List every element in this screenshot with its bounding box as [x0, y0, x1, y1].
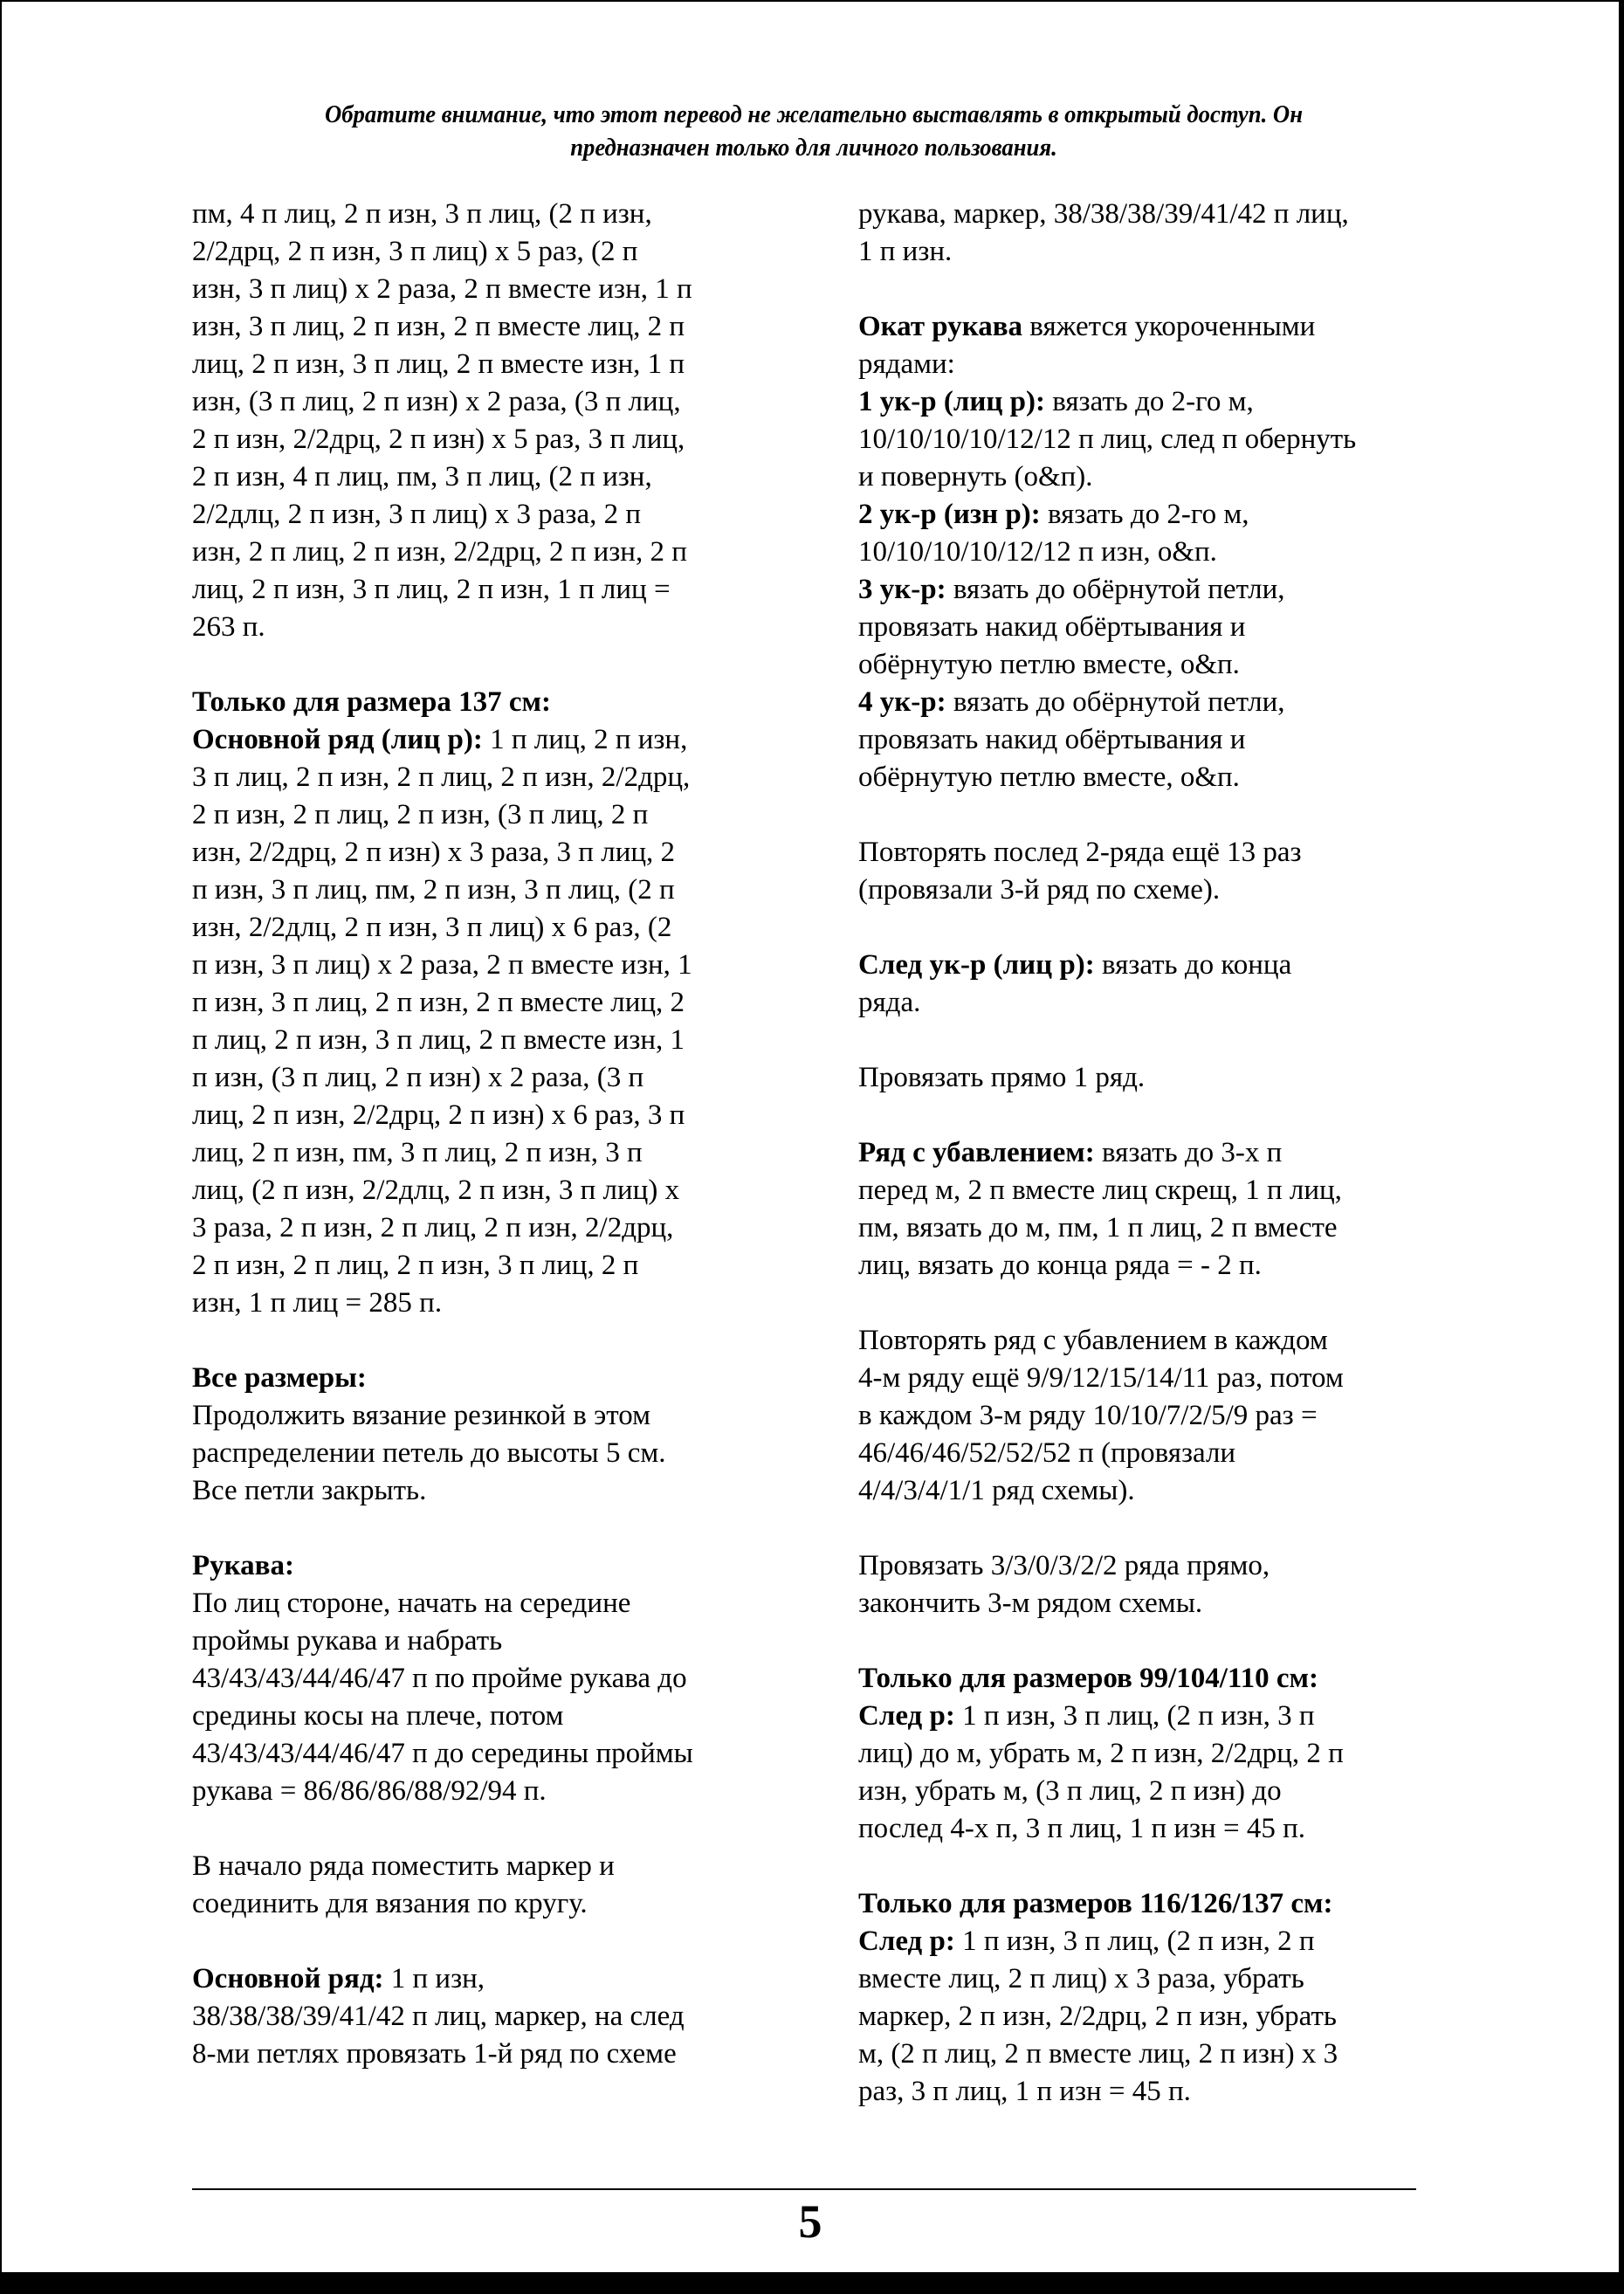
- paragraph-gap: [858, 1848, 1469, 1885]
- text-line: изн, 1 п лиц = 285 п.: [192, 1287, 443, 1319]
- text-line: лиц, 2 п изн, пм, 3 п лиц, 2 п изн, 3 п: [192, 1137, 643, 1168]
- text-line: лиц, (2 п изн, 2/2длц, 2 п изн, 3 п лиц) х: [192, 1175, 680, 1206]
- text-line: провязать накид обёртывания и: [858, 724, 1246, 755]
- text-line: 1 п изн.: [858, 236, 953, 267]
- text-line: (провязали 3-й ряд по схеме).: [858, 874, 1221, 906]
- text-line: обёрнутую петлю вместе, о&п.: [858, 649, 1240, 680]
- text-line: лиц, 2 п изн, 2/2дрц, 2 п изн) х 6 раз, 3 п: [192, 1099, 685, 1131]
- straight-row-line: Провязать прямо 1 ряд.: [858, 1062, 1146, 1093]
- paragraph-gap: [192, 1810, 803, 1848]
- text-line: [858, 496, 1469, 534]
- text-line: рукава = 86/86/86/88/92/94 п.: [192, 1775, 547, 1807]
- row-label: След р:: [858, 1925, 955, 1957]
- main-row-paragraph: [192, 1960, 803, 2073]
- text-line: пм, вязать до м, пм, 1 п лиц, 2 п вместе: [858, 1212, 1338, 1243]
- back-continuation-paragraph: [192, 196, 803, 646]
- text-line: послед 4-х п, 3 п лиц, 1 п изн = 45 п.: [858, 1813, 1305, 1844]
- text-line: По лиц стороне, начать на середине: [192, 1588, 631, 1619]
- text-line: [858, 1698, 1469, 1735]
- row-label: 3 ук-р:: [858, 574, 946, 605]
- text-line: вместе лиц, 2 п лиц) х 3 раза, убрать: [858, 1963, 1304, 1994]
- sleeve-cap-section: [858, 308, 1469, 796]
- text-line: В начало ряда поместить маркер и: [192, 1850, 615, 1882]
- sleeves-section: [192, 1547, 803, 1810]
- text-line: п лиц, 2 п изн, 3 п лиц, 2 п вместе изн, 1: [192, 1024, 685, 1056]
- knit-straight-paragraph: [858, 1547, 1469, 1622]
- text-line: пм, 4 п лиц, 2 п изн, 3 п лиц, (2 п изн,: [192, 198, 652, 230]
- section-heading: [192, 684, 803, 721]
- text-line: 38/38/38/39/41/42 п лиц, маркер, на след: [192, 2001, 685, 2032]
- text-line: лиц, вязать до конца ряда = - 2 п.: [858, 1250, 1262, 1281]
- row-label: 4 ук-р:: [858, 686, 946, 718]
- text-line: и повернуть (о&п).: [858, 461, 1093, 493]
- row-label: 1 ук-р (лиц р):: [858, 386, 1045, 417]
- repeat-paragraph: [858, 834, 1469, 909]
- text-line: в каждом 3-м ряду 10/10/7/2/5/9 раз =: [858, 1400, 1318, 1431]
- text-line: изн, 2/2дрц, 2 п изн) х 3 раза, 3 п лиц, 2: [192, 837, 676, 868]
- text-line: провязать накид обёртывания и: [858, 611, 1246, 643]
- text-line: 10/10/10/10/12/12 п изн, о&п.: [858, 536, 1217, 568]
- text-line: изн, 3 п лиц, 2 п изн, 2 п вместе лиц, 2 п: [192, 311, 685, 342]
- row-text: вязать до обёрнутой петли,: [946, 574, 1285, 605]
- row-label: Ряд с убавлением:: [858, 1137, 1095, 1168]
- text-line: Провязать 3/3/0/3/2/2 ряда прямо,: [858, 1550, 1270, 1581]
- section-heading: [858, 1885, 1469, 1923]
- text-line: раз, 3 п лиц, 1 п изн = 45 п.: [858, 2076, 1191, 2107]
- row-label: Основной ряд (лиц р):: [192, 724, 483, 755]
- text-line: 3 п лиц, 2 п изн, 2 п лиц, 2 п изн, 2/2дрц,: [192, 761, 691, 793]
- left-column: [192, 196, 803, 2073]
- heading-text: Только для размеров 99/104/110 см:: [858, 1663, 1318, 1694]
- text-line: 2 п изн, 2 п лиц, 2 п изн, 3 п лиц, 2 п: [192, 1250, 639, 1281]
- sizes-116-137-section: [858, 1885, 1469, 2111]
- text-line: лиц) до м, убрать м, 2 п изн, 2/2дрц, 2 п: [858, 1738, 1344, 1769]
- row-text: вязать до 2-го м,: [1044, 386, 1254, 417]
- text-line: распределении петель до высоты 5 см.: [192, 1437, 666, 1469]
- paragraph-gap: [858, 1622, 1469, 1660]
- text-line: 2 п изн, 2 п лиц, 2 п изн, (3 п лиц, 2 п: [192, 799, 649, 830]
- row-text: вяжется укороченными: [1022, 311, 1316, 342]
- text-line: [858, 684, 1469, 721]
- text-line: Все петли закрыть.: [192, 1475, 427, 1506]
- text-line: 2 п изн, 4 п лиц, пм, 3 п лиц, (2 п изн,: [192, 461, 652, 493]
- paragraph-gap: [192, 1322, 803, 1360]
- text-line: [858, 1923, 1469, 1960]
- paragraph-gap: [192, 1923, 803, 1960]
- notice-line: Обратите внимание, что этот перевод не желательно выставлять в открытый доступ. Он: [324, 100, 1304, 128]
- paragraph-gap: [858, 909, 1469, 947]
- text-line: п изн, 3 п лиц, пм, 2 п изн, 3 п лиц, (2 п: [192, 874, 675, 906]
- decrease-row-paragraph: [858, 1134, 1469, 1285]
- text-line: рукава, маркер, 38/38/38/39/41/42 п лиц,: [858, 198, 1349, 230]
- text-line: [858, 1134, 1469, 1172]
- text-line: 8-ми петлях провязать 1-й ряд по схеме: [192, 2038, 677, 2070]
- paragraph-gap: [858, 1285, 1469, 1322]
- main-row-continuation: [858, 196, 1469, 271]
- text-line: [858, 308, 1469, 346]
- row-text: вязать до конца: [1094, 949, 1292, 981]
- heading-text: Только для размера 137 см:: [192, 686, 551, 718]
- text-line: Повторять послед 2-ряда ещё 13 раз: [858, 837, 1302, 868]
- text-line: 10/10/10/10/12/12 п лиц, след п обернуть: [858, 424, 1357, 455]
- text-line: изн, убрать м, (3 п лиц, 2 п изн) до: [858, 1775, 1282, 1807]
- text-line: изн, 2/2длц, 2 п изн, 3 п лиц) х 6 раз, (2: [192, 912, 672, 943]
- row-text: 1 п изн, 3 п лиц, (2 п изн, 3 п: [954, 1700, 1315, 1732]
- text-line: [858, 947, 1469, 984]
- text-line: 2 п изн, 2/2дрц, 2 п изн) х 5 раз, 3 п лиц,: [192, 424, 685, 455]
- repeat-decrease-paragraph: [858, 1322, 1469, 1510]
- row-text: вязать до 3-х п: [1094, 1137, 1283, 1168]
- row-text: вязать до обёрнутой петли,: [946, 686, 1285, 718]
- right-column: [858, 196, 1469, 2111]
- sizes-99-110-section: [858, 1660, 1469, 1848]
- page-number: 5: [798, 2195, 822, 2248]
- text-line: 46/46/46/52/52/52 п (провязали: [858, 1437, 1236, 1469]
- text-line: Продолжить вязание резинкой в этом: [192, 1400, 651, 1431]
- section-heading: [858, 1660, 1469, 1698]
- text-line: маркер, 2 п изн, 2/2дрц, 2 п изн, убрать: [858, 2001, 1337, 2032]
- text-line: 2/2дрц, 2 п изн, 3 п лиц) х 5 раз, (2 п: [192, 236, 638, 267]
- text-line: 263 п.: [192, 611, 265, 643]
- size-137-section: [192, 684, 803, 1322]
- text-line: изн, 2 п лиц, 2 п изн, 2/2дрц, 2 п изн, 2 п: [192, 536, 687, 568]
- text-line: 43/43/43/44/46/47 п по пройме рукава до: [192, 1663, 687, 1694]
- row-text: 1 п изн, 3 п лиц, (2 п изн, 2 п: [954, 1925, 1315, 1957]
- text-line: закончить 3-м рядом схемы.: [858, 1588, 1203, 1619]
- text-line: 4-м ряду ещё 9/9/12/15/14/11 раз, потом: [858, 1362, 1344, 1394]
- row-label: Основной ряд:: [192, 1963, 384, 1994]
- text-line: изн, 3 п лиц) х 2 раза, 2 п вместе изн, 1 п: [192, 273, 692, 305]
- row-label: 2 ук-р (изн р):: [858, 499, 1041, 530]
- paragraph-gap: [858, 796, 1469, 834]
- text-line: средины косы на плече, потом: [192, 1700, 564, 1732]
- text-line: лиц, 2 п изн, 3 п лиц, 2 п вместе изн, 1 п: [192, 348, 685, 380]
- marker-paragraph: [192, 1848, 803, 1923]
- text-line: п изн, 3 п лиц) х 2 раза, 2 п вместе изн, 1: [192, 949, 692, 981]
- text-line: [858, 383, 1469, 421]
- notice-line: предназначен только для личного пользования.: [570, 134, 1057, 162]
- paragraph-gap: [858, 1097, 1469, 1134]
- text-line: м, (2 п лиц, 2 п вместе лиц, 2 п изн) х 3: [858, 2038, 1338, 2070]
- text-line: 2/2длц, 2 п изн, 3 п лиц) х 3 раза, 2 п: [192, 499, 642, 530]
- text-line: п изн, (3 п лиц, 2 п изн) х 2 раза, (3 п: [192, 1062, 644, 1093]
- footer-divider: [192, 2188, 1416, 2190]
- paragraph-gap: [192, 1510, 803, 1547]
- text-line: Повторять ряд с убавлением в каждом: [858, 1325, 1328, 1356]
- paragraph-gap: [858, 1022, 1469, 1059]
- text-line: изн, (3 п лиц, 2 п изн) х 2 раза, (3 п лиц,: [192, 386, 681, 417]
- text-line: обёрнутую петлю вместе, о&п.: [858, 761, 1240, 793]
- next-short-row-paragraph: [858, 947, 1469, 1022]
- row-label: Окат рукава: [858, 311, 1023, 342]
- text-line: 3 раза, 2 п изн, 2 п лиц, 2 п изн, 2/2дрц,: [192, 1212, 674, 1243]
- text-line: 4/4/3/4/1/1 ряд схемы).: [858, 1475, 1135, 1506]
- section-heading: [192, 1360, 803, 1397]
- row-text: вязать до 2-го м,: [1040, 499, 1249, 530]
- row-label: След р:: [858, 1700, 955, 1732]
- text-line: [192, 721, 803, 759]
- paragraph-gap: [858, 1510, 1469, 1547]
- text-line: п изн, 3 п лиц, 2 п изн, 2 п вместе лиц, 2: [192, 987, 685, 1018]
- text-line: рядами:: [858, 348, 955, 380]
- heading-text: Только для размеров 116/126/137 см:: [858, 1888, 1333, 1919]
- text-line: перед м, 2 п вместе лиц скрещ, 1 п лиц,: [858, 1175, 1342, 1206]
- text-line: [192, 1960, 803, 1998]
- row-text: 1 п изн,: [383, 1963, 485, 1994]
- all-sizes-section: [192, 1360, 803, 1510]
- section-heading: [192, 1547, 803, 1585]
- text-line: 43/43/43/44/46/47 п до середины проймы: [192, 1738, 693, 1769]
- row-label: След ук-р (лиц р):: [858, 949, 1095, 981]
- text-line: проймы рукава и набрать: [192, 1625, 503, 1657]
- paragraph-gap: [858, 271, 1469, 308]
- heading-text: Рукава:: [192, 1550, 294, 1581]
- text-line: соединить для вязания по кругу.: [192, 1888, 588, 1919]
- text-line: [858, 571, 1469, 609]
- paragraph-gap: [192, 646, 803, 684]
- text-line: лиц, 2 п изн, 3 п лиц, 2 п изн, 1 п лиц =: [192, 574, 671, 605]
- translation-notice: [227, 98, 1400, 164]
- document-page: [2, 2, 1619, 2272]
- row-text: 1 п лиц, 2 п изн,: [482, 724, 688, 755]
- heading-text: Все размеры:: [192, 1362, 367, 1394]
- text-line: ряда.: [858, 987, 921, 1018]
